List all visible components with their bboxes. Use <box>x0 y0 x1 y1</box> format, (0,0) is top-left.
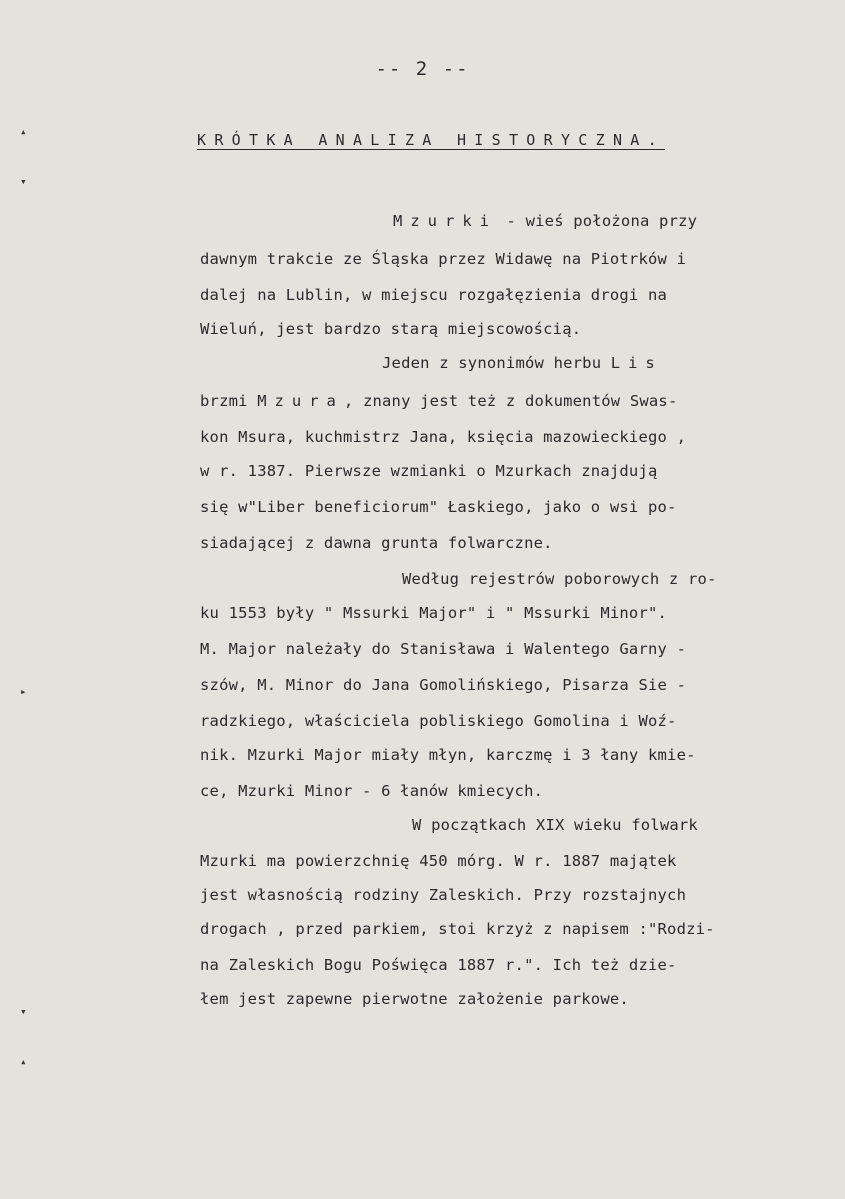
text-line <box>200 462 658 480</box>
text-segment: kon Msura, kuchmistrz Jana, księcia mazowieckiego , <box>200 428 687 446</box>
text-line <box>200 956 677 974</box>
text-segment: siadającej z dawna grunta folwarczne. <box>200 534 553 552</box>
text-line <box>200 852 677 870</box>
text-line <box>200 640 686 658</box>
text-line <box>200 534 553 552</box>
text-segment: jest własnością rodziny Zaleskich. Przy rozstajnych <box>200 886 687 904</box>
text-segment: radzkiego, właściciela pobliskiego Gomolina i Woź- <box>200 712 677 730</box>
margin-mark: ▾ <box>20 175 27 188</box>
text-segment: M. Major należały do Stanisława i Walentego Garny - <box>200 640 687 658</box>
text-segment: na Zaleskich Bogu Poświęca 1887 r.". Ich też dzie- <box>200 956 677 974</box>
text-line <box>200 320 581 338</box>
margin-mark: ▴ <box>20 125 27 138</box>
text-segment: drogach , przed parkiem, stoi krzyż z napisem :"Rodzi- <box>200 920 715 938</box>
text-line <box>200 498 677 516</box>
text-line <box>200 886 686 904</box>
text-line <box>412 816 698 834</box>
spaced-emphasis: Mzurki <box>393 212 497 230</box>
text-segment: nik. Mzurki Major miały młyn, karczmę i 3 łany kmie- <box>200 746 696 764</box>
text-line <box>200 746 696 764</box>
text-segment: się w"Liber beneficiorum" Łaskiego, jako o wsi po- <box>200 498 677 516</box>
text-line <box>393 212 697 230</box>
text-segment: w r. 1387. Pierwsze wzmianki o Mzurkach znajdują <box>200 462 658 480</box>
text-line <box>200 428 686 446</box>
text-segment: dalej na Lublin, w miejscu rozgałęzienia drogi na <box>200 286 668 304</box>
text-line <box>200 250 686 268</box>
text-segment: Jeden z synonimów herbu <box>382 354 611 372</box>
text-line <box>200 782 543 800</box>
text-segment: W początkach XIX wieku folwark <box>412 816 698 834</box>
text-line <box>200 920 715 938</box>
text-segment: Według rejestrów poborowych z ro- <box>402 570 717 588</box>
margin-mark: ▴ <box>20 1055 27 1068</box>
page-number: -- 2 -- <box>375 58 470 80</box>
text-line <box>382 354 663 372</box>
text-line <box>200 392 678 410</box>
text-segment: brzmi <box>200 392 258 410</box>
text-segment: Wieluń, jest bardzo starą miejscowością. <box>200 320 582 338</box>
text-line <box>200 604 667 622</box>
text-segment: Mzurki ma powierzchnię 450 mórg. W r. 1887 majątek <box>200 852 677 870</box>
text-line <box>200 712 677 730</box>
text-segment: , znany jest też z dokumentów Swas- <box>343 392 678 410</box>
text-line <box>200 990 629 1008</box>
margin-mark: ▾ <box>20 1005 27 1018</box>
text-segment: - wieś położona przy <box>497 212 698 230</box>
text-segment: łem jest zapewne pierwotne założenie parkowe. <box>200 990 629 1008</box>
text-segment: ce, Mzurki Minor - 6 łanów kmiecych. <box>200 782 544 800</box>
text-segment: ku 1553 były " Mssurki Major" i " Mssurki Minor". <box>200 604 668 622</box>
document-heading: KRÓTKA ANALIZA HISTORYCZNA. <box>197 131 665 149</box>
margin-mark: ▸ <box>20 685 27 698</box>
text-line <box>200 286 667 304</box>
spaced-emphasis: Mzura <box>257 392 344 410</box>
spaced-emphasis: Lis <box>610 354 663 372</box>
text-segment: szów, M. Minor do Jana Gomolińskiego, Pisarza Sie - <box>200 676 687 694</box>
text-line <box>402 570 717 588</box>
text-line <box>200 676 686 694</box>
text-segment: dawnym trakcie ze Śląska przez Widawę na Piotrków i <box>200 250 687 268</box>
